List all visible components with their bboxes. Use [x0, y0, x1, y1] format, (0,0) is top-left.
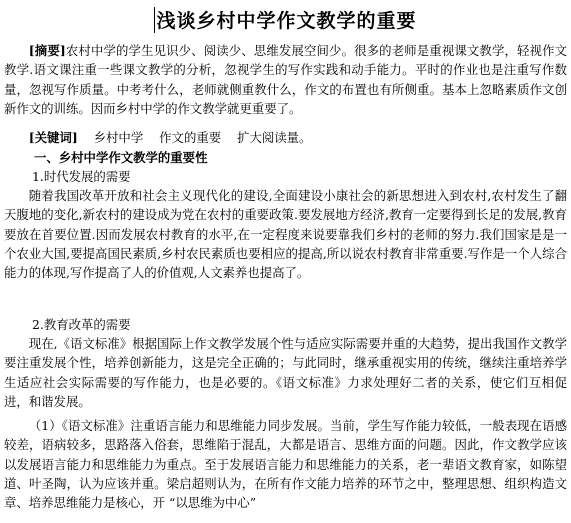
keywords-label: [关键词]	[28, 130, 78, 145]
keyword-item: 乡村中学	[93, 130, 144, 145]
section-heading: 一、乡村中学作文教学的重要性	[34, 150, 208, 165]
keywords-line	[4, 128, 567, 147]
paragraph-language-thinking: （1）《语文标准》注重语言能力和思维能力同步发展。当前，学生写作能力较低，一般表现在语感较差，语病较多，思路落入俗套，思维陷于混乱，大都是语言、思维方面的问题。因此，作文教学应该以发展语言能力和思维能力为重点。至于发展语言能力和思维能力的关系，老一辈语文教育家，如陈望道、叶圣陶，认为应该并重。梁启超则认为，在所有作文能力培养的环节之中，整理思想、组织构造文章、培养思维能力是核心，开 “以思维为中心”	[4, 418, 567, 511]
keyword-item: 扩大阅读量。	[237, 130, 312, 145]
abstract-paragraph	[4, 41, 567, 118]
abstract-label: [摘要]	[28, 43, 66, 58]
subsection-heading-1: 1.时代发展的需要	[32, 169, 131, 184]
paragraph-curriculum-standard: 现在,《语文标准》根据国际上作文教学发展个性与适应实际需要并重的大趋势，提出我国作文教学要注重发展个性，培养创新能力，这是完全正确的；与此同时，继承重视实用的传统，继续注重培养学生适应社会实际需要的写作能力，也是必要的。《语文标准》力求处理好二者的关系，使它们互相促进，和谐发展。	[4, 336, 567, 409]
keyword-item: 作文的重要	[159, 130, 222, 145]
text-cursor	[154, 7, 155, 33]
title-row	[0, 6, 571, 38]
document-title: 浅谈乡村中学作文教学的重要	[156, 10, 417, 32]
paragraph-time-development: 随着我国改革开放和社会主义现代化的建设,全面建设小康社会的新思想进入到农村,农村发生了翻天腹地的变化,新农村的建设成为党在农村的重要政策.要发展地方经济,教育一定要得到长足的发展,教育要放在首要位置.因而发展农村教育的水平,在一定程度来说要靠我们乡村的老师的努力.我们国家是是一个农业大国,要提高国民素质,乡村农民素质也要相应的提高,所以说农村教育非常重要.写作是一个人综合能力的体现,写作提高了人的价值观,人文素养也提高了。	[4, 188, 567, 281]
subsection-heading-2: 2.教育改革的需要	[32, 317, 131, 332]
abstract-text: 农村中学的学生见识少、阅读少、思维发展空间少。很多的老师是重视课文教学，轻视作文教学.语文课注重一些课文教学的分析，忽视学生的写作实践和动手能力。平时的作业也是注重写作数量，忽视写作质量。中考考什么，老师就侧重教什么，作文的布置也有所侧重。基本上忽略素质作文创新作文的训练。因而乡村中学的作文教学就更重要了。	[4, 43, 567, 116]
